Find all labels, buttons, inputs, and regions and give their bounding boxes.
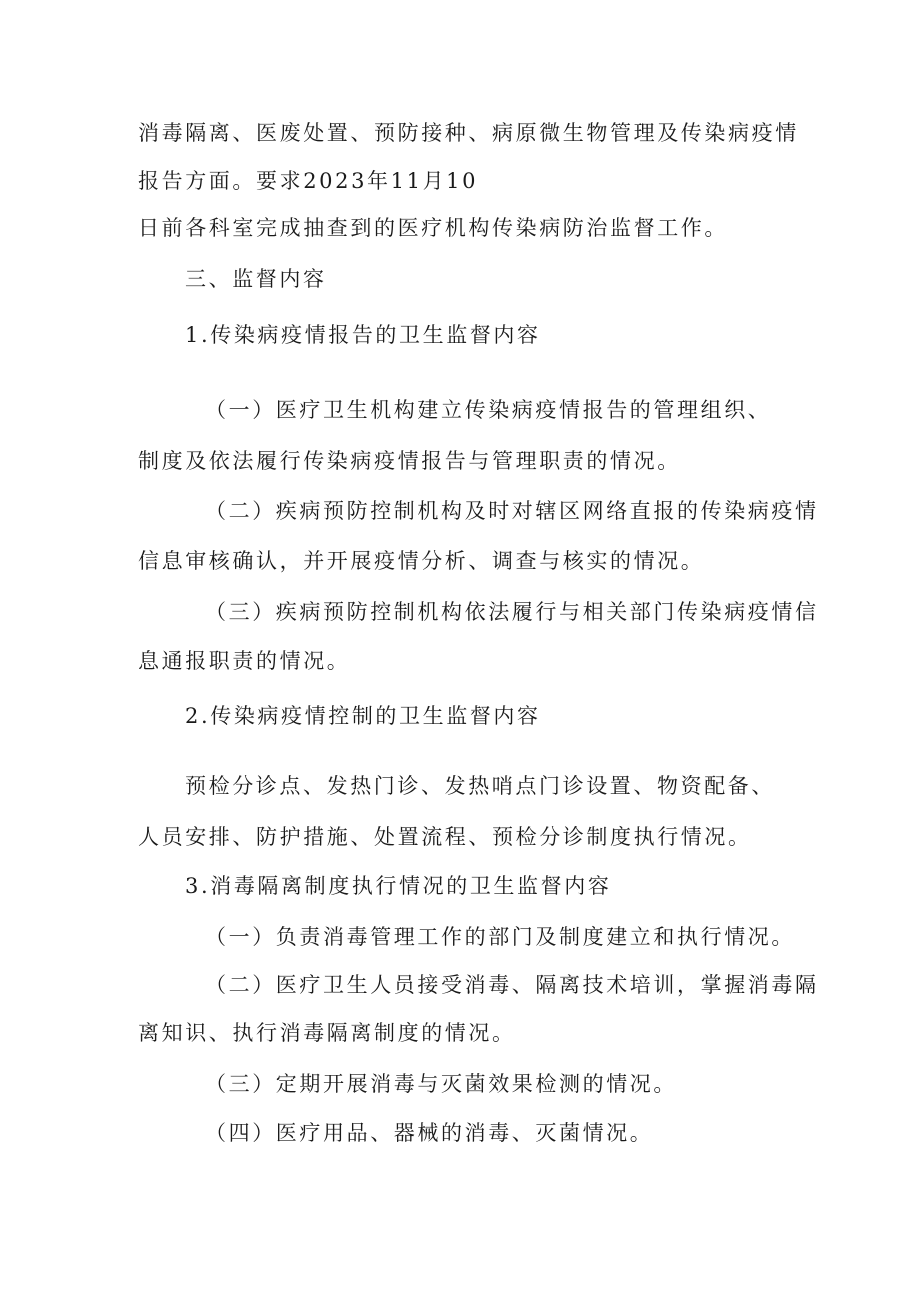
paragraph-line: 制度及依法履行传染病疫情报告与管理职责的情况。 [138,449,681,473]
subsection-heading: 1.传染病疫情报告的卫生监督内容 [185,323,541,347]
paragraph-line: （二）医疗卫生人员接受消毒、隔离技术培训，掌握消毒隔 [205,973,819,997]
subsection-heading: 2.传染病疫情控制的卫生监督内容 [185,704,541,728]
paragraph-line: 人员安排、防护措施、处置流程、预检分诊制度执行情况。 [138,825,752,849]
paragraph-line: （一）医疗卫生机构建立传染病疫情报告的管理组织、 [205,398,772,422]
paragraph-line: 消毒隔离、医废处置、预防接种、病原微生物管理及传染病疫情 [138,121,799,145]
paragraph-line: 离知识、执行消毒隔离制度的情况。 [138,1021,516,1045]
paragraph-line: 息通报职责的情况。 [138,649,351,673]
paragraph-line: 信息审核确认，并开展疫情分析、调查与核实的情况。 [138,549,705,573]
subsection-heading: 3.消毒隔离制度执行情况的卫生监督内容 [185,874,612,898]
paragraph-line: （三）疾病预防控制机构依法履行与相关部门传染病疫情信 [205,600,819,624]
paragraph-line: 预检分诊点、发热门诊、发热哨点门诊设置、物资配备、 [185,774,775,798]
paragraph-line: （二）疾病预防控制机构及时对辖区网络直报的传染病疫情 [205,499,819,523]
paragraph-line: （三）定期开展消毒与灭菌效果检测的情况。 [205,1072,677,1096]
paragraph-line: 日前各科室完成抽查到的医疗机构传染病防治监督工作。 [138,216,728,240]
paragraph-line: 报告方面。要求2023年11月10 [138,169,479,193]
paragraph-line: （一）负责消毒管理工作的部门及制度建立和执行情况。 [205,925,795,949]
paragraph-line: （四）医疗用品、器械的消毒、灭菌情况。 [205,1121,654,1145]
section-heading: 三、监督内容 [185,267,327,291]
